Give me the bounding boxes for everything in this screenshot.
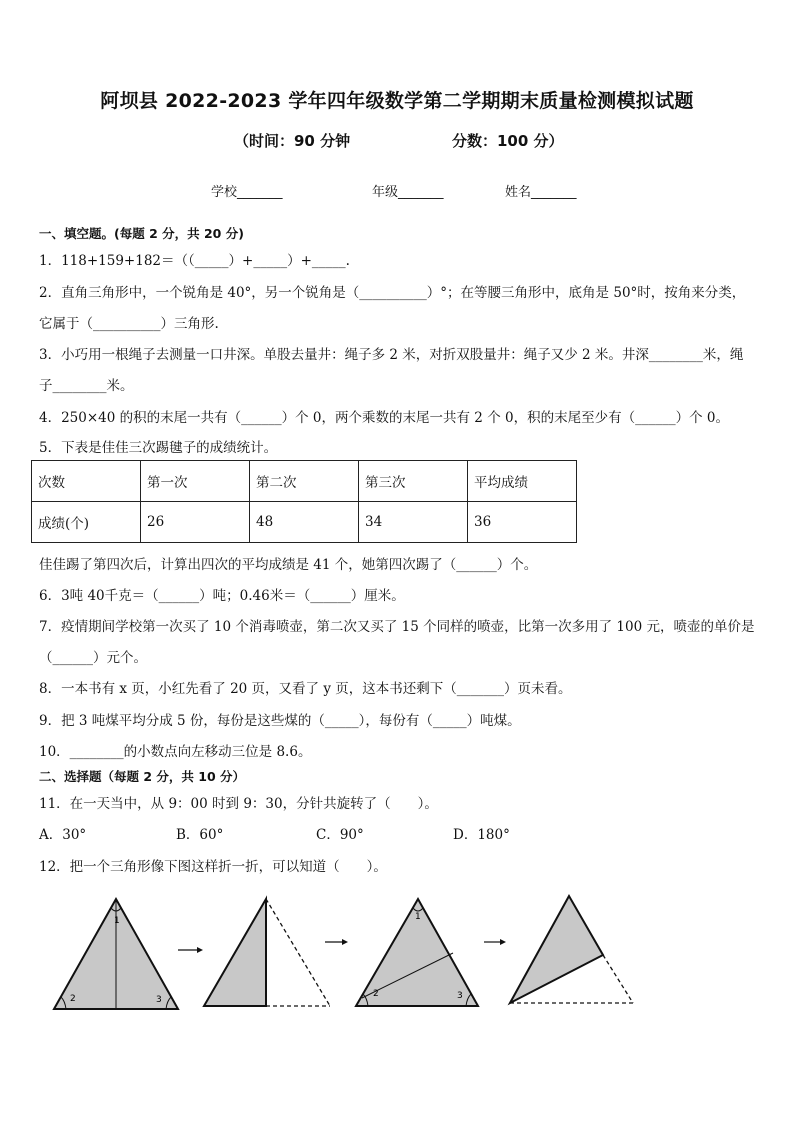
arrow-right-icon	[484, 939, 506, 945]
table-cell: 次数	[32, 461, 141, 502]
angle-label-1: 1	[415, 912, 421, 922]
triangle-4-folded	[510, 896, 633, 1003]
question-2-line-1: 2．直角三角形中，一个锐角是 40°，另一个锐角是（__________）°；在等腰三角形中，底角是 50°时，按角来分类，	[39, 285, 746, 301]
section-2-heading: 二、选择题（每题 2 分，共 10 分）	[39, 769, 246, 784]
grade-field: 年级_______	[372, 185, 444, 200]
triangle-folding-figure	[48, 893, 648, 1023]
question-8: 8．一本书有 x 页，小红先看了 20 页，又看了 y 页，这本书还剩下（_______）页未看。	[39, 681, 572, 697]
question-6: 6．3吨 40千克＝（______）吨；0.46米＝（______）厘米。	[39, 588, 405, 604]
table-row	[32, 502, 577, 543]
school-field: 学校_______	[211, 185, 283, 200]
exam-score: 分数：100 分）	[452, 132, 564, 150]
triangle-2-folded	[204, 899, 330, 1006]
angle-label-3: 3	[156, 995, 162, 1005]
angle-label-2: 2	[70, 994, 76, 1004]
table-cell: 48	[250, 502, 359, 543]
option-d: D．180°	[453, 827, 510, 843]
exam-time: （时间：90 分钟	[234, 132, 351, 150]
table-cell: 第三次	[359, 461, 468, 502]
table-cell: 34	[359, 502, 468, 543]
table-cell: 第一次	[141, 461, 250, 502]
question-3-line-1: 3．小巧用一根绳子去测量一口井深。单股去量井：绳子多 2 米，对折双股量井：绳子又少 2 米。井深________米，绳	[39, 347, 744, 363]
question-5: 5．下表是佳佳三次踢毽子的成绩统计。	[39, 440, 278, 456]
table-cell: 26	[141, 502, 250, 543]
question-9: 9．把 3 吨煤平均分成 5 份，每份是这些煤的（_____），每份有（_____）吨煤。	[39, 713, 521, 729]
page-title: 阿坝县 2022-2023 学年四年级数学第二学期期末质量检测模拟试题	[100, 90, 694, 112]
question-7-line-2: （______）元个。	[39, 650, 147, 666]
table-cell: 成绩(个)	[32, 502, 141, 543]
table-cell: 平均成绩	[468, 461, 577, 502]
arrow-right-icon	[325, 939, 348, 945]
question-7-line-1: 7．疫情期间学校第一次买了 10 个消毒喷壶，第二次又买了 15 个同样的喷壶，比第一次多用了 100 元，喷壶的单价是	[39, 619, 755, 635]
table-row	[32, 461, 577, 502]
arrow-right-icon	[178, 947, 203, 953]
name-field: 姓名_______	[505, 185, 577, 200]
option-b: B．60°	[176, 827, 224, 843]
question-4: 4．250×40 的积的末尾一共有（______）个 0，两个乘数的末尾一共有 2 个 0，积的末尾至少有（______）个 0。	[39, 410, 729, 426]
angle-label-3: 3	[457, 991, 463, 1001]
triangle-1	[54, 899, 178, 1009]
question-12: 12．把一个三角形像下图这样折一折，可以知道（ ）。	[39, 859, 387, 875]
question-3-line-2: 子________米。	[39, 378, 134, 394]
option-a: A．30°	[39, 827, 87, 843]
angle-label-1: 1	[114, 916, 120, 926]
question-10: 10．________的小数点向左移动三位是 8.6。	[39, 744, 312, 760]
question-11: 11．在一天当中，从 9：00 时到 9：30，分针共旋转了（ ）。	[39, 796, 438, 812]
question-2-line-2: 它属于（__________）三角形.	[39, 316, 219, 332]
score-table	[31, 460, 577, 543]
table-cell: 36	[468, 502, 577, 543]
triangle-3	[356, 899, 478, 1006]
question-5-followup: 佳佳踢了第四次后，计算出四次的平均成绩是 41 个，她第四次踢了（______）个。	[39, 557, 538, 573]
section-1-heading: 一、填空题。(每题 2 分，共 20 分)	[39, 226, 244, 241]
table-cell: 第二次	[250, 461, 359, 502]
question-1: 1．118+159+182＝（（_____）+_____）+_____.	[39, 253, 350, 269]
option-c: C．90°	[316, 827, 364, 843]
angle-label-2: 2	[373, 989, 379, 999]
